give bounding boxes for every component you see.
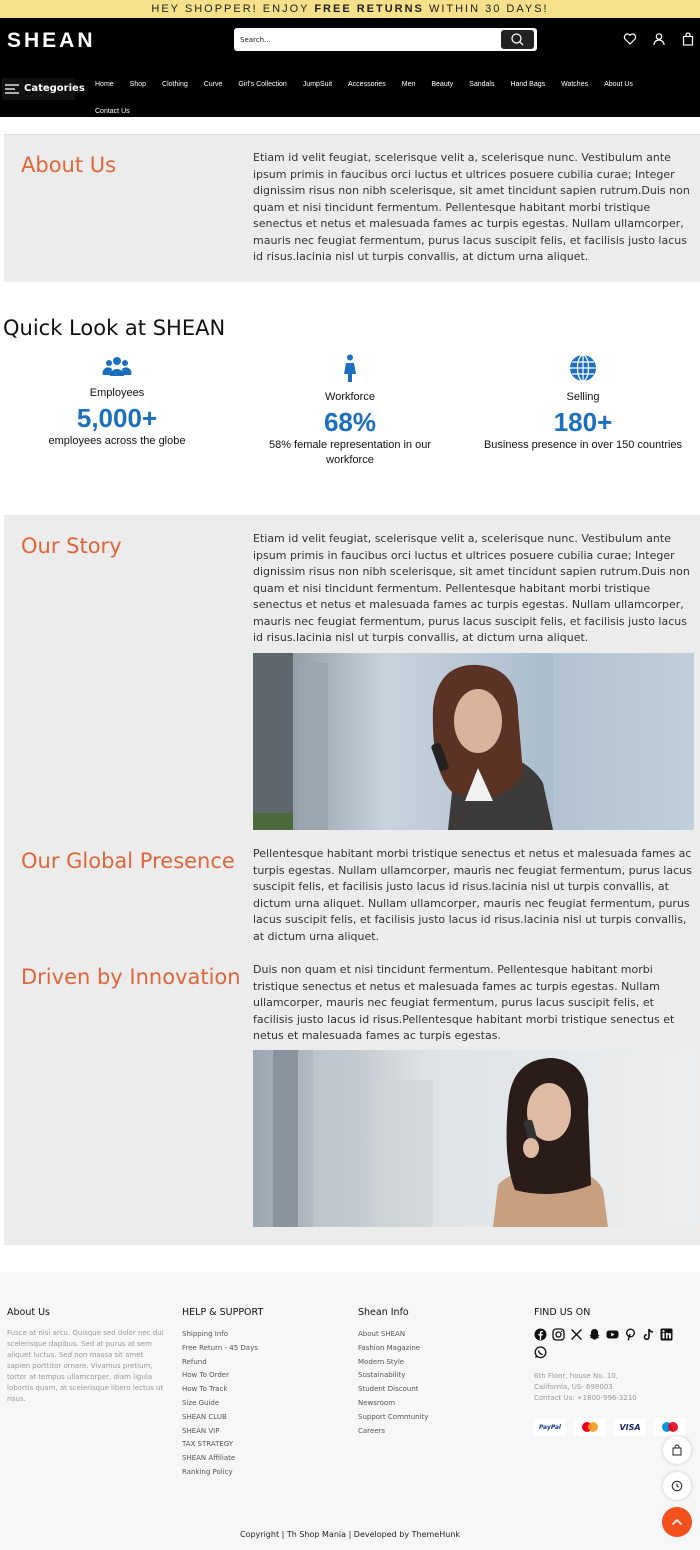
- footer-link[interactable]: TAX STRATEGY: [182, 1440, 234, 1449]
- footer-link[interactable]: Support Community: [358, 1412, 429, 1421]
- footer-link[interactable]: How To Order: [182, 1371, 229, 1380]
- footer-link[interactable]: Size Guide: [182, 1398, 220, 1407]
- footer-find-title: FIND US ON: [534, 1307, 591, 1318]
- nav-row-2: [95, 98, 695, 125]
- announcement-prefix: HEY SHOPPER! ENJOY: [151, 3, 315, 15]
- chevron-up-icon: [671, 1518, 683, 1526]
- menu-lines-icon: [5, 84, 19, 94]
- footer-link[interactable]: Free Return - 45 Days: [182, 1343, 258, 1352]
- nav-item-watches[interactable]: Watches: [561, 81, 589, 88]
- woman-icon: [335, 354, 365, 382]
- visa-card: [614, 1418, 646, 1436]
- footer-address-line2: California, US- 698003: [534, 1383, 613, 1391]
- nav-item-beauty[interactable]: Beauty: [431, 81, 454, 88]
- paypal-label: PayPal: [539, 1423, 561, 1431]
- payment-methods: [534, 1418, 694, 1436]
- footer-link[interactable]: About SHEAN: [358, 1330, 406, 1338]
- stat-workforce: [235, 354, 465, 468]
- site-logo[interactable]: SHEAN: [7, 29, 96, 52]
- stat-description: employees across the globe: [48, 435, 186, 447]
- nav-item-home[interactable]: Home: [95, 81, 114, 88]
- stat-employees: [2, 354, 232, 449]
- announcement-bar: [0, 0, 700, 18]
- footer-contact: Contact Us: +1800-996-3210: [534, 1394, 637, 1402]
- footer-find-column: [534, 1307, 694, 1436]
- nav-item-shop[interactable]: Shop: [129, 81, 147, 88]
- nav-item-accessories[interactable]: Accessories: [348, 81, 386, 88]
- nav-item-about-us[interactable]: About Us: [604, 81, 633, 88]
- global-presence-text: Pellentesque habitant morbi tristique senectus et netus et malesuada fames ac turpis egestas. Nullam ullamcorper, mauris nec feugiat fermentum, purus lacus suscipit felis, et facilisis justo lacus id risus.lacinia nisl ut turpis convallis, at dictum urna aliquet. Nullam ullamcorper, mauris nec feugiat fermentum, purus lacus suscipit felis, et facilisis justo lacus id risus.lacinia nisl ut turpis convallis, at dictum urna aliquet.: [253, 847, 692, 943]
- about-section: [4, 134, 700, 282]
- stat-description: 58% female representation in our workforce: [268, 439, 432, 466]
- footer-info-column: [358, 1307, 428, 1438]
- maestro-card: [654, 1418, 686, 1436]
- footer-link[interactable]: SHEAN CLUB: [182, 1412, 227, 1421]
- cart-bag-icon: [671, 1444, 683, 1456]
- pinterest-icon[interactable]: [624, 1328, 637, 1341]
- nav-item-sandals[interactable]: Sandals: [469, 81, 495, 88]
- visa-label: VISA: [619, 1422, 641, 1432]
- mastercard-card: [574, 1418, 606, 1436]
- nav-item-curve[interactable]: Curve: [203, 81, 223, 88]
- mastercard-logo-icon: [580, 1421, 600, 1433]
- footer-help-title: HELP & SUPPORT: [182, 1307, 264, 1318]
- footer-about-title: About Us: [7, 1307, 51, 1318]
- floating-cart-button[interactable]: [663, 1436, 691, 1464]
- search-bar: [234, 28, 537, 51]
- nav-item-men[interactable]: Men: [401, 81, 416, 88]
- nav-row-1: [95, 71, 695, 98]
- our-story-title: Our Story: [21, 534, 122, 558]
- facebook-icon[interactable]: [534, 1328, 547, 1341]
- nav-item-contact-us[interactable]: Contact Us: [95, 108, 130, 115]
- account-user-icon[interactable]: [652, 32, 666, 46]
- copyright-text: Copyright | Th Shop Mania | Developed by ThemeHunk: [239, 1530, 461, 1539]
- paypal-card: [534, 1418, 566, 1436]
- search-button[interactable]: [501, 30, 534, 49]
- stat-label: Employees: [89, 387, 145, 399]
- maestro-logo-icon: [660, 1421, 680, 1433]
- about-title: About Us: [21, 153, 117, 177]
- header-icons: [623, 32, 695, 46]
- innovation-text: Duis non quam et nisi tincidunt fermentum. Pellentesque habitant morbi tristique senectus et netus et malesuada fames ac turpis egestas. Nullam ullamcorper, mauris nec feugiat fermentum, purus lacus suscipit felis, et facilisis justo lacus id risus.Pellentesque habitant morbi tristique senectus et netus et malesuada fames ac turpis egestas.: [253, 963, 675, 1042]
- categories-label: Categories: [24, 83, 85, 94]
- stat-value: 68%: [323, 407, 377, 437]
- footer-link[interactable]: Sustainability: [358, 1371, 406, 1380]
- footer-about-column: [7, 1307, 167, 1405]
- footer-link[interactable]: Shipping Info: [182, 1330, 229, 1338]
- site-footer: [0, 1272, 700, 1550]
- smiling-woman-photo: [253, 1050, 694, 1227]
- woman-on-phone-photo: [253, 653, 694, 830]
- users-icon: [102, 354, 132, 378]
- whatsapp-icon[interactable]: [534, 1346, 547, 1359]
- footer-help-column: [182, 1307, 263, 1480]
- linkedin-icon[interactable]: [660, 1328, 673, 1341]
- stat-value: 5,000+: [76, 403, 158, 433]
- story-section: [4, 515, 700, 1245]
- nav-item-girls-collection[interactable]: Girl's Collection: [238, 81, 287, 88]
- stat-label: Selling: [566, 391, 600, 403]
- main-navigation: [95, 71, 695, 125]
- global-presence-title: Our Global Presence: [21, 849, 235, 873]
- footer-link[interactable]: Modern Style: [358, 1357, 405, 1366]
- nav-item-hand-bags[interactable]: Hand Bags: [510, 81, 546, 88]
- footer-info-title: Shean Info: [358, 1307, 409, 1318]
- announcement-suffix: WITHIN 30 DAYS!: [423, 3, 549, 15]
- social-icons: [534, 1328, 684, 1359]
- youtube-icon[interactable]: [606, 1328, 619, 1341]
- our-story-text: Etiam id velit feugiat, scelerisque velit a, scelerisque nunc. Vestibulum ante ipsum primis in faucibus orci luctus et ultrices posuere cubilia curae; Integer dignissim risus non nibh scelerisque, sit amet tincidunt sapien rutrum.Duis non quam et nisi tincidunt fermentum. Pellentesque habitant morbi tristique senectus et netus et malesuada fames ac turpis egestas. Nullam ullamcorper, mauris nec feugiat fermentum, purus lacus suscipit felis, et facilisis justo lacus id risus.lacinia nisl ut turpis convallis, at dictum urna aliquet.: [253, 532, 690, 644]
- stat-selling: [468, 354, 698, 453]
- snapchat-icon[interactable]: [588, 1328, 601, 1341]
- footer-link[interactable]: Refund: [182, 1357, 207, 1366]
- globe-icon: [568, 354, 598, 382]
- x-twitter-icon[interactable]: [570, 1328, 583, 1341]
- footer-link[interactable]: How To Track: [182, 1385, 228, 1394]
- footer-link[interactable]: SHEAN VIP: [182, 1426, 220, 1435]
- footer-link[interactable]: Ranking Policy: [182, 1467, 233, 1476]
- footer-address-line1: 6th Floor, house No. 10,: [534, 1372, 619, 1380]
- about-text: Etiam id velit feugiat, scelerisque velit a, scelerisque nunc. Vestibulum ante ipsum primis in faucibus orci luctus et ultrices posuere cubilia curae; Integer dignissim risus non nibh scelerisque, sit amet tincidunt sapien rutrum.Duis non quam et nisi tincidunt fermentum. Pellentesque habitant morbi tristique senectus et netus et malesuada fames ac turpis egestas. Nullam ullamcorper, mauris nec feugiat fermentum, purus lacus suscipit felis, et facilisis justo lacus id risus.lacinia nisl ut turpis convallis, at dictum urna aliquet.: [253, 151, 690, 263]
- footer-link[interactable]: Student Discount: [358, 1385, 419, 1394]
- instagram-icon[interactable]: [552, 1328, 565, 1341]
- stat-label: Workforce: [325, 391, 375, 403]
- clock-history-icon: [671, 1480, 683, 1492]
- footer-link[interactable]: SHEAN Affiliate: [182, 1454, 236, 1463]
- search-icon: [501, 30, 534, 49]
- innovation-title: Driven by Innovation: [21, 965, 241, 989]
- stat-value: 180+: [553, 407, 613, 437]
- stat-description: Business presence in over 150 countries: [483, 439, 683, 451]
- quick-look-title: Quick Look at SHEAN: [3, 316, 226, 340]
- cart-bag-icon[interactable]: [681, 32, 695, 46]
- footer-link[interactable]: Newsroom: [358, 1398, 396, 1407]
- wishlist-heart-icon[interactable]: [623, 32, 637, 46]
- announcement-highlight: FREE RETURNS: [314, 3, 424, 15]
- tiktok-icon[interactable]: [642, 1328, 655, 1341]
- nav-item-jumpsuit[interactable]: JumpSuit: [302, 81, 333, 88]
- site-header: [0, 18, 700, 117]
- search-input[interactable]: [240, 32, 490, 47]
- footer-link[interactable]: Fashion Magazine: [358, 1343, 421, 1352]
- nav-item-clothing[interactable]: Clothing: [162, 81, 188, 88]
- categories-menu-button[interactable]: [2, 78, 85, 100]
- floating-recent-button[interactable]: [663, 1472, 691, 1500]
- footer-about-text: Fusce at nisi arcu. Quisque sed dolor nec dui scelerisque dapibus. Sed at purus at sem aliquet luctus. Sed non massa sit amet sapien porttitor ornare. Vivamus pretium, tortor at tempus ullamcorper, diam ligula lobortis quam, at scelerisque libero lectus ut risus.: [7, 1329, 164, 1403]
- footer-link[interactable]: Careers: [358, 1426, 386, 1435]
